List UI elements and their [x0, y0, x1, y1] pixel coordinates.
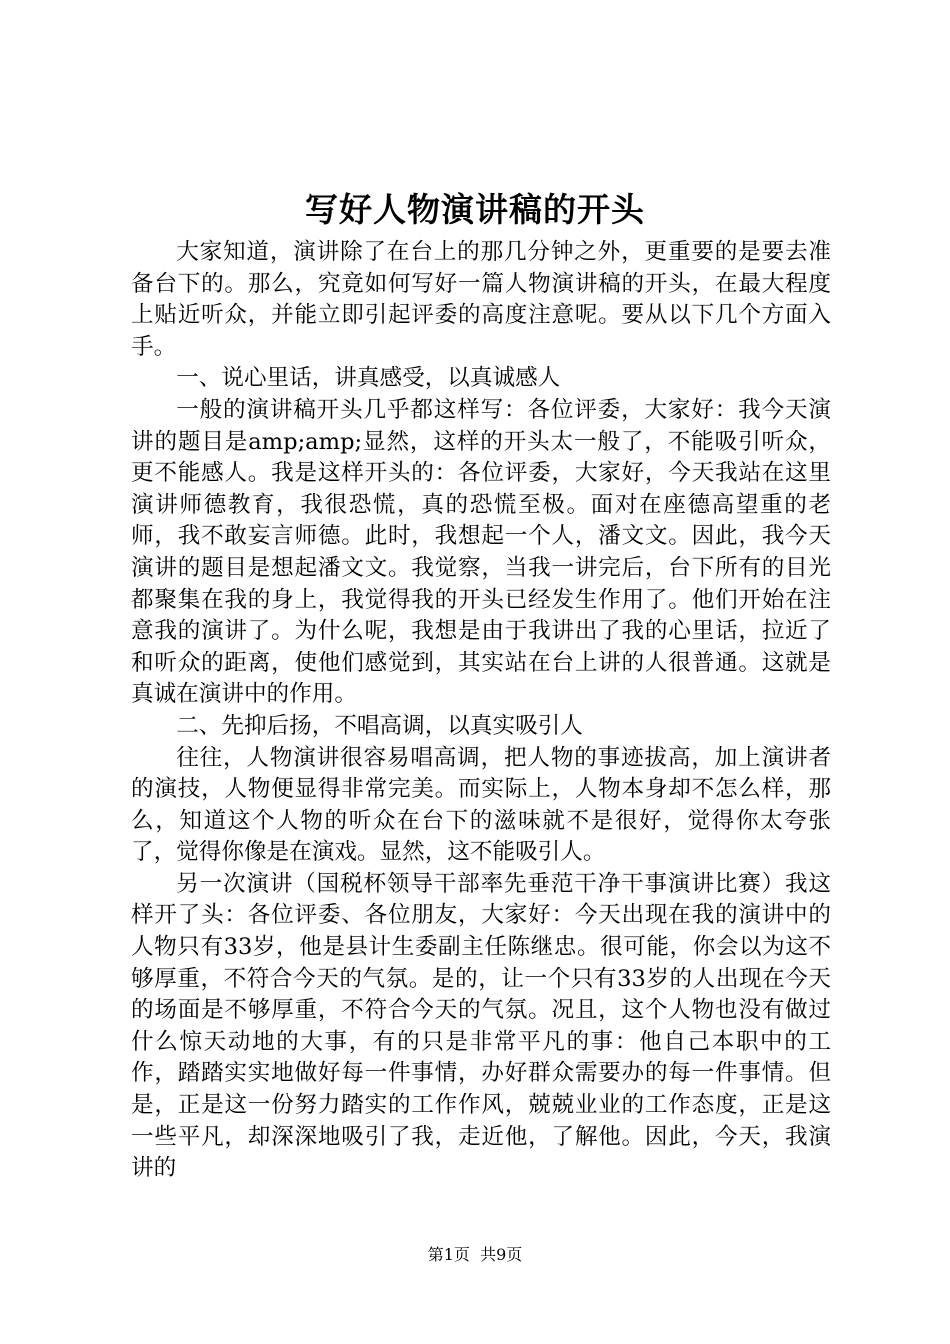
- document-title: 写好人物演讲稿的开头: [305, 190, 645, 229]
- paragraph-section-1: 一般的演讲稿开头几乎都这样写：各位评委，大家好：我今天演讲的题目是amp;amp;显然，这样的开头太一般了，不能吸引听众，更不能感人。我是这样开头的：各位评委，大家好，今天我站在这里演讲师德教育，我很恐慌，真的恐慌至极。面对在座德高望重的老师，我不敢妄言师德。此时，我想起一个人，潘文文。因此，我今天演讲的题目是想起潘文文。我觉察，当我一讲完后，台下所有的目光都聚集在我的身上，我觉得我的开头已经发生作用了。他们开始在注意我的演讲了。为什么呢，我想是由于我讲出了我的心里话，拉近了和听众的距离，使他们感觉到，其实站在台上讲的人很普通。这就是真诚在演讲中的作用。: [131, 396, 831, 708]
- paragraph-section-2: 往往，人物演讲很容易唱高调，把人物的事迹拔高，加上演讲者的演技，人物便显得非常完美。而实际上，人物本身却不怎么样，那么，知道这个人物的听众在台下的滋味就不是很好，觉得你太夸张了，觉得你像是在演戏。显然，这不能吸引人。: [131, 744, 831, 866]
- section-heading-2: 二、先抑后扬，不唱高调，以真实吸引人: [176, 712, 583, 739]
- page-total: 共9页: [480, 1245, 523, 1264]
- page-number: 第1页: [427, 1245, 470, 1264]
- section-heading-1: 一、说心里话，讲真感受，以真诚感人: [176, 365, 561, 392]
- paragraph-intro: 大家知道，演讲除了在台上的那几分钟之外，更重要的是要去准备台下的。那么，究竟如何写好一篇人物演讲稿的开头，在最大程度上贴近听众，并能立即引起评委的高度注意呢。要从以下几个方面入手。: [131, 239, 831, 360]
- document-body: [131, 237, 831, 1185]
- paragraph-example: 另一次演讲（国税杯领导干部率先垂范干净干事演讲比赛）我这样开了头：各位评委、各位朋友，大家好：今天出现在我的演讲中的人物只有33岁，他是县计生委副主任陈继忠。很可能，你会以为这不够厚重，不符合今天的气氛。是的，让一个只有33岁的人出现在今天的场面是不够厚重，不符合今天的气氛。况且，这个人物也没有做过什么惊天动地的大事，有的只是非常平凡的事：他自己本职中的工作，踏踏实实地做好每一件事情，办好群众需要办的每一件事情。但是，正是这一份努力踏实的工作作风，兢兢业业的工作态度，正是这一些平凡，却深深地吸引了我，走近他，了解他。因此，今天，我演讲的: [131, 870, 831, 1182]
- page-footer: [0, 1244, 950, 1266]
- footer-separator: [470, 1245, 480, 1264]
